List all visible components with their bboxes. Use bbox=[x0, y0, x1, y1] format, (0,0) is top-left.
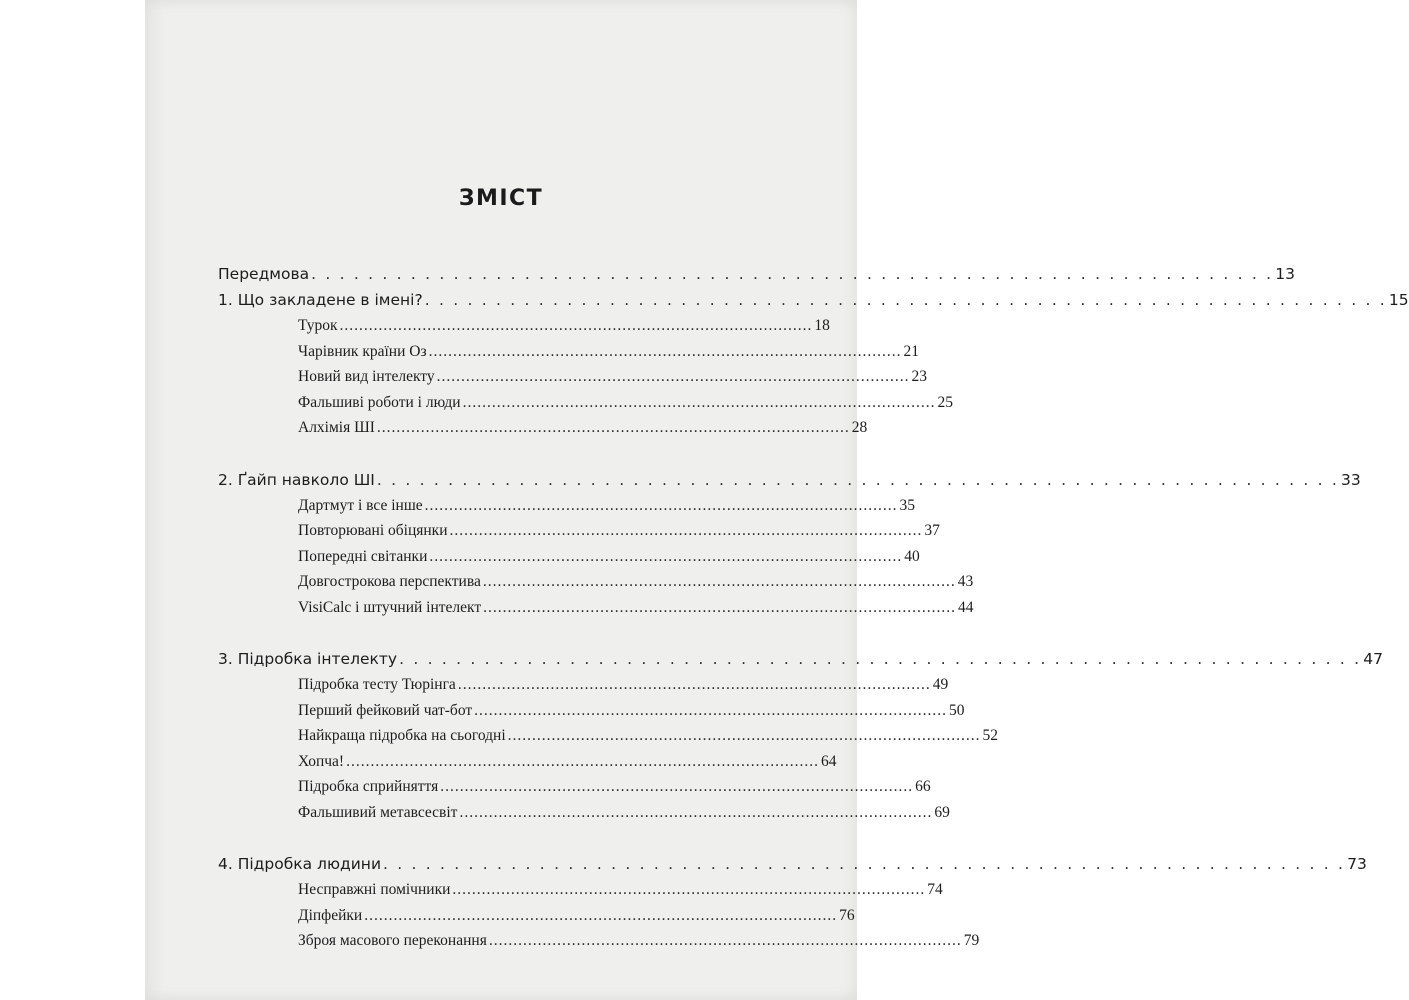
toc-entry-section bbox=[218, 364, 927, 390]
toc-entry-preface bbox=[218, 261, 1295, 287]
chapter-block bbox=[218, 851, 1367, 954]
dot-leader: ................................................................................................. bbox=[424, 496, 898, 514]
entry-page-number: 50 bbox=[949, 701, 965, 719]
toc-entry-section bbox=[218, 339, 919, 365]
toc-entry-section bbox=[218, 877, 943, 903]
table-of-contents bbox=[218, 261, 1409, 954]
toc-entry-chapter bbox=[218, 287, 1409, 313]
dot-leader: ................................................................................................. bbox=[440, 778, 914, 795]
toc-entry-section bbox=[218, 313, 830, 339]
entry-label: Новий вид інтелекту bbox=[298, 368, 435, 385]
chapter-block bbox=[218, 287, 1409, 441]
entry-label: 4. Підробка людини bbox=[218, 855, 382, 873]
dot-leader: ................................................................................................. bbox=[429, 547, 903, 565]
dot-leader: ................................................................................................. bbox=[457, 676, 931, 693]
dot-leader: ................................................................................................. bbox=[488, 932, 962, 949]
entry-page-number: 43 bbox=[957, 573, 974, 590]
toc-entry-section bbox=[218, 544, 920, 570]
chapter-block bbox=[218, 646, 1383, 825]
dot-leader: . . . . . . . . . . . . . . . . . . . . . . . . . . . . . . . . . . . . . . . . . . . . . . . . . . . . . . . . . . . . . . . . . . . . bbox=[424, 291, 1387, 309]
entry-page-number: 69 bbox=[934, 803, 950, 821]
toc-entry-chapter bbox=[218, 851, 1367, 877]
entry-page-number: 40 bbox=[904, 547, 920, 565]
dot-leader: ................................................................................................. bbox=[459, 803, 933, 821]
entry-label: Діпфейки bbox=[298, 906, 363, 924]
entry-label: Повторювані обіцянки bbox=[298, 522, 448, 539]
dot-leader: ................................................................................................. bbox=[364, 906, 838, 924]
dot-leader: ................................................................................................. bbox=[346, 752, 819, 770]
dot-leader: ................................................................................................. bbox=[482, 573, 956, 590]
toc-entry-section bbox=[218, 595, 974, 621]
toc-entry-chapter bbox=[218, 467, 1361, 493]
entry-page-number: 13 bbox=[1275, 265, 1295, 283]
toc-entry-section bbox=[218, 493, 916, 519]
dot-leader: ................................................................................................. bbox=[449, 522, 923, 539]
entry-label: Підробка тесту Тюрінга bbox=[298, 676, 456, 693]
entry-label: Несправжні помічники bbox=[298, 881, 451, 898]
chapter-block bbox=[218, 467, 1361, 621]
page-title: ЗМІСТ bbox=[458, 186, 544, 211]
entry-page-number: 15 bbox=[1388, 291, 1409, 309]
toc-entry-section bbox=[218, 723, 999, 749]
entry-label: Зброя масового переконання bbox=[298, 932, 487, 949]
entry-page-number: 47 bbox=[1363, 650, 1383, 668]
entry-page-number: 73 bbox=[1347, 855, 1367, 873]
toc-entry-section bbox=[218, 800, 950, 826]
toc-entry-section bbox=[218, 928, 980, 954]
entry-page-number: 33 bbox=[1341, 470, 1361, 489]
toc-entry-section bbox=[218, 903, 855, 929]
dot-leader: ................................................................................................. bbox=[428, 342, 902, 360]
dot-leader: ................................................................................................. bbox=[474, 701, 948, 719]
entry-page-number: 23 bbox=[911, 368, 927, 385]
dot-leader: . . . . . . . . . . . . . . . . . . . . . . . . . . . . . . . . . . . . . . . . . . . . . . . . . . . . . . . . . . . . . . . . . . . . bbox=[311, 265, 1274, 283]
entry-page-number: 49 bbox=[932, 676, 949, 693]
toc-entry-chapter bbox=[218, 646, 1383, 672]
entry-label: 3. Підробка інтелекту bbox=[218, 650, 398, 668]
entry-label: Фальшивий метавсесвіт bbox=[298, 803, 458, 821]
dot-leader: ................................................................................................. bbox=[376, 419, 850, 436]
book-page bbox=[145, 0, 1409, 1000]
dot-leader: ................................................................................................. bbox=[452, 881, 926, 898]
entry-label: Дартмут і все інше bbox=[298, 496, 423, 514]
toc-entry-section bbox=[218, 774, 931, 800]
entry-page-number: 37 bbox=[924, 522, 940, 539]
toc-entry-section bbox=[218, 698, 965, 724]
entry-label: Підробка сприйняття bbox=[298, 778, 439, 795]
entry-label: VisiCalc і штучний інтелект bbox=[298, 598, 482, 616]
dot-leader: ................................................................................................. bbox=[339, 317, 813, 334]
entry-label: Найкраща підробка на сьогодні bbox=[298, 727, 506, 744]
toc-entry-section bbox=[218, 390, 953, 416]
dot-leader: ................................................................................................. bbox=[507, 727, 981, 744]
entry-page-number: 64 bbox=[820, 752, 837, 770]
preface-block bbox=[218, 261, 1295, 287]
toc-entry-section bbox=[218, 569, 974, 595]
dot-leader: . . . . . . . . . . . . . . . . . . . . . . . . . . . . . . . . . . . . . . . . . . . . . . . . . . . . . . . . . . . . . . . . . . . . bbox=[399, 650, 1362, 668]
entry-page-number: 74 bbox=[927, 881, 943, 898]
entry-label: 1. Що закладене в імені? bbox=[218, 291, 423, 309]
entry-label: Довгострокова перспектива bbox=[298, 573, 481, 590]
entry-page-number: 35 bbox=[899, 496, 916, 514]
toc-entry-section bbox=[218, 749, 837, 775]
toc-entry-section bbox=[218, 518, 940, 544]
entry-page-number: 21 bbox=[903, 342, 919, 360]
entry-page-number: 76 bbox=[839, 906, 855, 924]
dot-leader: ................................................................................................. bbox=[483, 598, 957, 616]
entry-page-number: 66 bbox=[915, 778, 931, 795]
entry-label: 2. Ґайп навколо ШІ bbox=[218, 470, 375, 489]
entry-label: Хопча! bbox=[298, 752, 345, 770]
toc-entry-section bbox=[218, 672, 949, 698]
entry-page-number: 18 bbox=[814, 317, 830, 334]
entry-page-number: 44 bbox=[958, 598, 974, 616]
dot-leader: ................................................................................................. bbox=[436, 368, 910, 385]
toc-entry-section bbox=[218, 415, 868, 441]
dot-leader: . . . . . . . . . . . . . . . . . . . . . . . . . . . . . . . . . . . . . . . . . . . . . . . . . . . . . . . . . . . . . . . . . . . . bbox=[383, 855, 1346, 873]
dot-leader: . . . . . . . . . . . . . . . . . . . . . . . . . . . . . . . . . . . . . . . . . . . . . . . . . . . . . . . . . . . . . . . . . . . . bbox=[376, 470, 1340, 489]
entry-label: Попередні світанки bbox=[298, 547, 428, 565]
entry-page-number: 28 bbox=[851, 419, 868, 436]
chapter-list bbox=[218, 287, 1409, 954]
entry-label: Алхімія ШІ bbox=[298, 419, 375, 436]
entry-label: Фальшиві роботи і люди bbox=[298, 393, 461, 411]
entry-page-number: 52 bbox=[982, 727, 999, 744]
entry-label: Турок bbox=[298, 317, 338, 334]
entry-label: Передмова bbox=[218, 265, 310, 283]
entry-page-number: 25 bbox=[937, 393, 953, 411]
entry-label: Перший фейковий чат-бот bbox=[298, 701, 473, 719]
dot-leader: ................................................................................................. bbox=[462, 393, 936, 411]
entry-page-number: 79 bbox=[963, 932, 980, 949]
entry-label: Чарівник країни Оз bbox=[298, 342, 427, 360]
